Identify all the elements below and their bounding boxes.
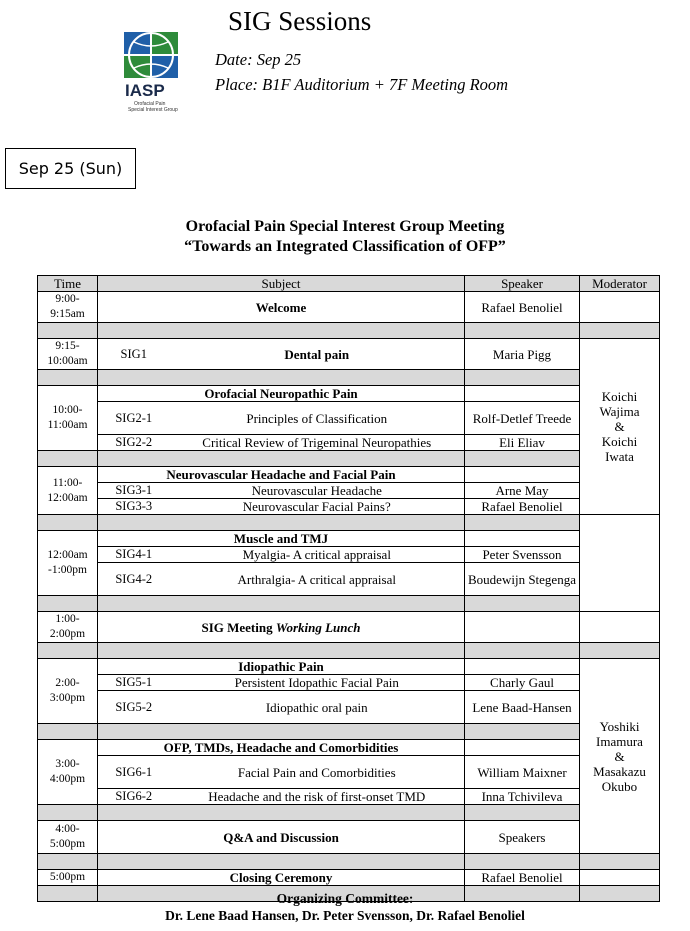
subject-cell: Closing Ceremony [98, 870, 465, 886]
table-row [38, 547, 660, 563]
table-row [38, 675, 660, 691]
subject-cell: Dental pain [170, 339, 465, 370]
spacer-row [38, 643, 660, 659]
session-code: SIG1 [98, 339, 170, 370]
table-row [38, 402, 660, 435]
subject-cell: Principles of Classification [170, 402, 465, 435]
svg-text:Orofacial Pain: Orofacial Pain [134, 101, 166, 107]
speaker-cell: Peter Svensson [465, 547, 580, 563]
table-row [38, 691, 660, 724]
time-cell: 11:00-12:00am [38, 467, 98, 515]
speaker-cell: Rafael Benoliel [465, 292, 580, 323]
spacer-row [38, 724, 660, 740]
subject-cell: SIG Meeting Working Lunch [98, 612, 465, 643]
spacer-row [38, 451, 660, 467]
time-cell: 10:00-11:00am [38, 386, 98, 451]
speaker-cell: Eli Eliav [465, 435, 580, 451]
spacer-row [38, 805, 660, 821]
header-moderator: Moderator [580, 276, 660, 292]
table-row [38, 789, 660, 805]
subject-cell: Headache and the risk of first-onset TMD [170, 789, 465, 805]
subject-cell: Neurovascular Facial Pains? [170, 499, 465, 515]
table-row [38, 435, 660, 451]
table-row [38, 870, 660, 886]
table-row [38, 756, 660, 789]
speaker-cell: Arne May [465, 483, 580, 499]
spacer-row [38, 515, 660, 531]
table-row [38, 563, 660, 596]
meeting-title: Orofacial Pain Special Interest Group Meeting [185, 218, 505, 235]
committee-names: Dr. Lene Baad Hansen, Dr. Peter Svensson, Dr. Rafael Benoliel [165, 908, 525, 923]
table-row [38, 612, 660, 643]
subject-cell: Neurovascular Headache [170, 483, 465, 499]
time-cell: 9:15-10:00am [38, 339, 98, 370]
table-row [38, 339, 660, 370]
subject-cell: Idiopathic oral pain [170, 691, 465, 724]
session-header: Muscle and TMJ [98, 531, 465, 547]
speaker-cell: Maria Pigg [465, 339, 580, 370]
moderator-cell [580, 292, 660, 323]
table-row [38, 499, 660, 515]
spacer-row [38, 854, 660, 870]
session-header: Orofacial Neuropathic Pain [98, 386, 465, 402]
header-time: Time [38, 276, 98, 292]
spacer-row [38, 596, 660, 612]
session-header: Idiopathic Pain [98, 659, 465, 675]
session-code: SIG3-1 [98, 483, 170, 499]
speaker-cell: Rafael Benoliel [465, 870, 580, 886]
day-label: Sep 25 (Sun) [18, 159, 123, 178]
table-row [38, 740, 660, 756]
subject-cell: Critical Review of Trigeminal Neuropathies [170, 435, 465, 451]
session-code: SIG5-2 [98, 691, 170, 724]
spacer-row [38, 323, 660, 339]
svg-text:IASP: IASP [125, 81, 165, 100]
schedule-table [37, 275, 660, 902]
time-cell: 1:00-2:00pm [38, 612, 98, 643]
speaker-cell: Inna Tchivileva [465, 789, 580, 805]
table-row [38, 467, 660, 483]
session-code: SIG4-2 [98, 563, 170, 596]
moderator-cell-3: Yoshiki Imamura & Masakazu Okubo [580, 659, 660, 854]
table-row [38, 483, 660, 499]
speaker-cell: William Maixner [465, 756, 580, 789]
day-label-box [5, 148, 136, 189]
session-header: Neurovascular Headache and Facial Pain [98, 467, 465, 483]
event-place: Place: B1F Auditorium + 7F Meeting Room [215, 75, 509, 94]
table-row [38, 821, 660, 854]
subject-cell: Arthralgia- A critical appraisal [170, 563, 465, 596]
page-title: SIG Sessions [228, 6, 372, 36]
subject-cell: Myalgia- A critical appraisal [170, 547, 465, 563]
table-row [38, 659, 660, 675]
spacer-row [38, 370, 660, 386]
svg-text:Special Interest Group: Special Interest Group [128, 107, 178, 113]
time-cell: 3:00-4:00pm [38, 740, 98, 805]
session-code: SIG4-1 [98, 547, 170, 563]
table-header-row [38, 276, 660, 292]
session-header: OFP, TMDs, Headache and Comorbidities [98, 740, 465, 756]
header-subject: Subject [98, 276, 465, 292]
event-date: Date: Sep 25 [215, 50, 302, 69]
speaker-cell: Lene Baad-Hansen [465, 691, 580, 724]
time-cell: 9:00-9:15am [38, 292, 98, 323]
time-cell: 5:00pm [38, 870, 98, 886]
session-code: SIG6-1 [98, 756, 170, 789]
session-code: SIG2-1 [98, 402, 170, 435]
speaker-cell: Rafael Benoliel [465, 499, 580, 515]
table-row [38, 386, 660, 402]
meeting-subtitle: “Towards an Integrated Classification of OFP” [184, 238, 506, 255]
speaker-cell: Rolf-Detlef Treede [465, 402, 580, 435]
speaker-cell: Speakers [465, 821, 580, 854]
time-cell: 4:00-5:00pm [38, 821, 98, 854]
table-row [38, 292, 660, 323]
time-cell: 12:00am -1:00pm [38, 531, 98, 596]
session-code: SIG5-1 [98, 675, 170, 691]
committee-label: Organizing Committee: [276, 891, 414, 906]
subject-cell: Q&A and Discussion [98, 821, 465, 854]
session-code: SIG3-3 [98, 499, 170, 515]
speaker-cell: Boudewijn Stegenga [465, 563, 580, 596]
subject-cell: Welcome [98, 292, 465, 323]
header-speaker: Speaker [465, 276, 580, 292]
table-row [38, 531, 660, 547]
session-code: SIG2-2 [98, 435, 170, 451]
subject-cell: Persistent Idopathic Facial Pain [170, 675, 465, 691]
iasp-logo [122, 30, 186, 118]
time-cell: 2:00-3:00pm [38, 659, 98, 724]
session-code: SIG6-2 [98, 789, 170, 805]
subject-cell: Facial Pain and Comorbidities [170, 756, 465, 789]
moderator-cell-1: Koichi Wajima & Koichi Iwata [580, 339, 660, 515]
speaker-cell: Charly Gaul [465, 675, 580, 691]
